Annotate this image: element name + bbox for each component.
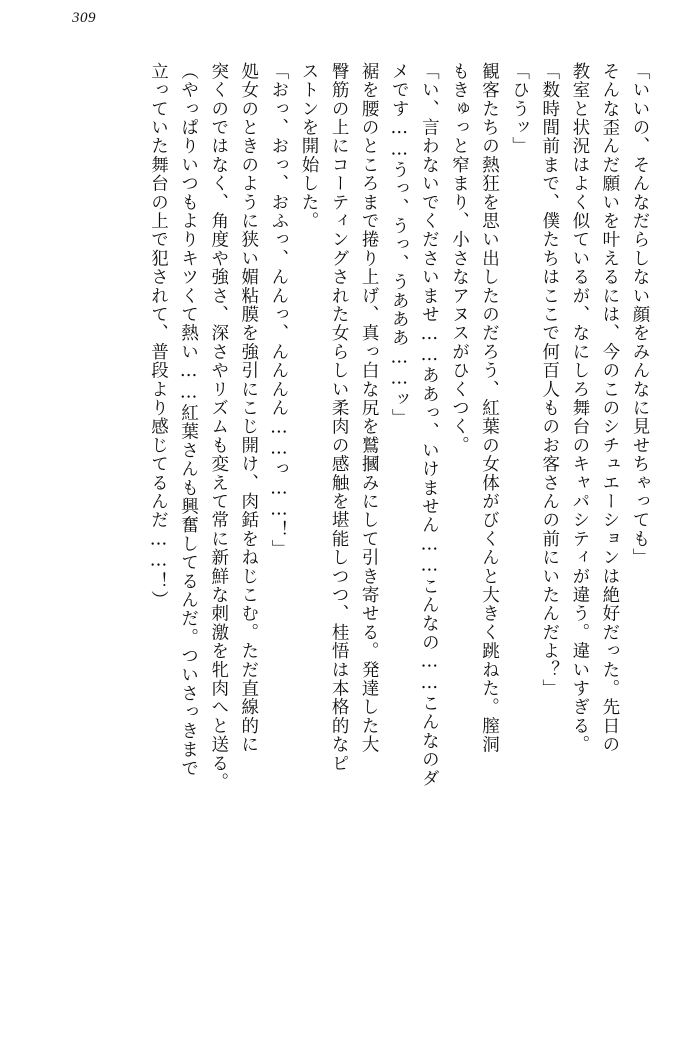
paragraph: 観客たちの熱狂を思い出したのだろう、紅葉の女体がびくんと大きく跳ねた。膣洞 xyxy=(479,62,500,754)
paragraph: 「いいの、そんなだらしない顔をみんなに見せちゃっても」 xyxy=(630,62,650,567)
paragraph: 裾を腰のところまで捲り上げ、真っ白な尻を鷲摑みにして引き寄せる。発達した大 xyxy=(359,62,380,754)
paragraph: ストンを開始した。 xyxy=(298,62,319,231)
paragraph: 臀筋の上にコーティングされた女らしい柔肉の感触を堪能しつつ、桂悟は本格的なピ xyxy=(329,62,350,773)
paragraph: 「い、言わないでくださいませ……ああっ、いけません……こんなの……こんなのダ xyxy=(419,62,440,788)
vertical-text-body xyxy=(45,62,655,1022)
paragraph: そんな歪んだ願いを叶えるには、今のこのシチュエーションは絶好だった。先日の xyxy=(599,62,620,754)
page-number: 309 xyxy=(72,10,96,26)
paragraph: 突くのではなく、角度や強さ、深さやリズムも変えて常に新鮮な刺激を牝肉へと送る。 xyxy=(208,62,229,792)
paragraph: 「ひうッ」 xyxy=(509,62,530,156)
paragraph: もきゅっと窄まり、小さなアヌスがひくつく。 xyxy=(449,62,470,455)
paragraph: （やっぱりいつもよりキツくて熱い……紅葉さんも興奮してるんだ。ついさっきまで xyxy=(178,62,199,778)
paragraph: メです……うっ、うっ、うあああ……ッ」 xyxy=(389,62,410,428)
paragraph: 「おっ、おっ、おふっ、んんっ、んんんん……っ……！」 xyxy=(268,62,289,559)
paragraph: 教室と状況はよく似ているが、なにしろ舞台のキャパシティが違う。違いすぎる。 xyxy=(569,62,590,754)
paragraph: 「数時間前まで、僕たちはここで何百人ものお客さんの前にいたんだよ？」 xyxy=(539,62,560,698)
paragraph: 立っていた舞台の上で犯されて、普段より感じてるんだ……！） xyxy=(148,62,169,610)
paragraph: 処女のときのように狭い媚粘膜を強引にこじ開け、肉銛をねじこむ。ただ直線的に xyxy=(238,62,259,754)
